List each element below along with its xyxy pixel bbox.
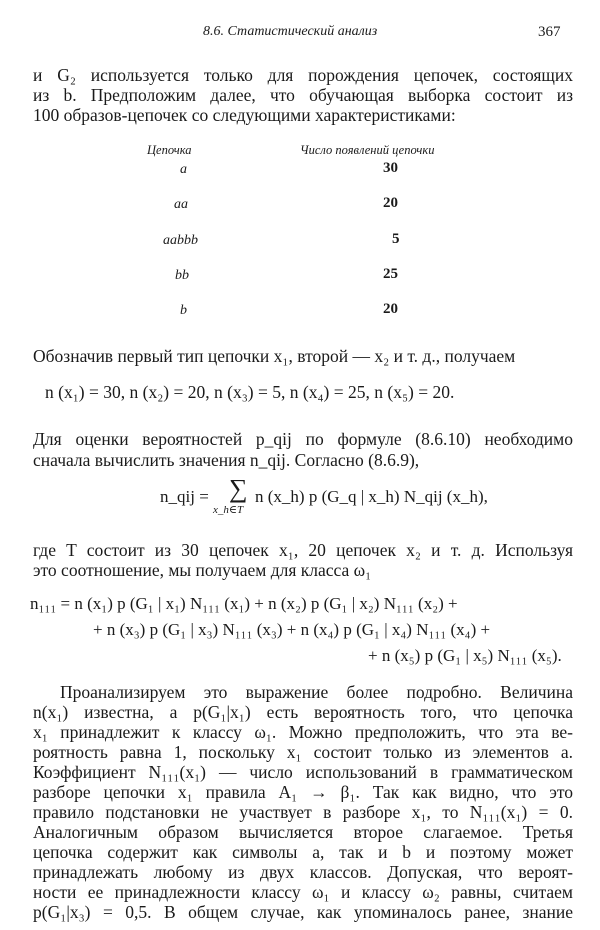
table-cell-count: 30 <box>383 160 398 176</box>
intro-line-1: и G₂ используется только для порождения цепочек, состоящих <box>33 65 573 85</box>
table-cell-count: 20 <box>383 195 398 211</box>
analysis-line: ности ее принадлежности классу ω₁ и классу ω₂ равны, считаем <box>33 882 573 902</box>
analysis-line: n(x₁) известна, а p(G₁|x₁) есть вероятность того, что цепочка <box>33 702 573 722</box>
n111-formula-line: + n (x₅) p (G₁ | x₅) N₁₁₁ (x₅). <box>368 646 562 665</box>
estimate-line-1: Для оценки вероятностей p_qij по формуле (8.6.10) необходимо <box>33 429 573 449</box>
table-cell-count: 5 <box>392 231 400 247</box>
intro-line-2: из b. Предположим далее, что обучающая выборка состоит из <box>33 85 573 105</box>
analysis-line: правило подстановки не участвует в разборе x₁, то N₁₁₁(x₁) = 0. <box>33 802 573 822</box>
analysis-line: Аналогичным образом вычисляется второе слагаемое. Третья <box>33 822 573 842</box>
analysis-line: x₁ принадлежит к классу ω₁. Можно предположить, что эта ве- <box>33 722 573 742</box>
analysis-line: принадлежать любому из двух классов. Допуская, что вероят- <box>33 862 573 882</box>
table-cell-chain: aabbb <box>163 233 198 248</box>
estimate-line-2: сначала вычислить значения n_qij. Согласно (8.6.9), <box>33 450 420 470</box>
analysis-line: разборе цепочки x₁ правила A₁ → β₁. Так как видно, что это <box>33 782 573 802</box>
where-line-2: это соотношение, мы получаем для класса ω₁ <box>33 560 372 580</box>
counts-formula: n (x₁) = 30, n (x₂) = 20, n (x₃) = 5, n (x₄) = 25, n (x₅) = 20. <box>45 382 455 402</box>
intro-line-3: 100 образов-цепочек со следующими характеристиками: <box>33 105 456 125</box>
page-number: 367 <box>538 24 561 40</box>
where-line-1: где T состоит из 30 цепочек x₁, 20 цепочек x₂ и т. д. Используя <box>33 540 573 560</box>
table-cell-count: 20 <box>383 301 398 317</box>
nqij-formula-right: n (x_h) p (G_q | x_h) N_qij (x_h), <box>255 487 488 506</box>
running-header-title: 8.6. Статистический анализ <box>203 24 378 39</box>
analysis-line: Проанализируем это выражение более подробно. Величина <box>60 682 573 702</box>
table-cell-chain: aa <box>174 197 188 212</box>
analysis-line: цепочка содержит как символы a, так и b и поэтому может <box>33 842 573 862</box>
table-header-count: Число появлений цепочки <box>300 143 435 157</box>
table-cell-chain: b <box>180 303 187 318</box>
analysis-line: p(G₁|x₃) = 0,5. В общем случае, как упоминалось ранее, знание <box>33 902 573 922</box>
table-cell-count: 25 <box>383 266 398 282</box>
after-table-line: Обозначив первый тип цепочки x₁, второй — x₂ и т. д., получаем <box>33 346 516 366</box>
summation-symbol: ∑ <box>229 474 248 503</box>
analysis-line: роятность равна 1, поскольку x₁ состоит только из элементов a. <box>33 742 573 762</box>
n111-formula-line: n₁₁₁ = n (x₁) p (G₁ | x₁) N₁₁₁ (x₁) + n (x₂) p (G₁ | x₂) N₁₁₁ (x₂) + <box>30 594 458 613</box>
summation-subscript: x_h∈T <box>213 504 244 516</box>
analysis-line: Коэффициент N₁₁₁(x₁) — число использований в грамматическом <box>33 762 573 782</box>
nqij-formula-left: n_qij = <box>160 487 209 506</box>
n111-formula-line: + n (x₃) p (G₁ | x₃) N₁₁₁ (x₃) + n (x₄) p (G₁ | x₄) N₁₁₁ (x₄) + <box>93 620 491 639</box>
table-cell-chain: bb <box>175 268 189 283</box>
table-header-chain: Цепочка <box>147 143 192 157</box>
table-cell-chain: a <box>180 162 187 177</box>
